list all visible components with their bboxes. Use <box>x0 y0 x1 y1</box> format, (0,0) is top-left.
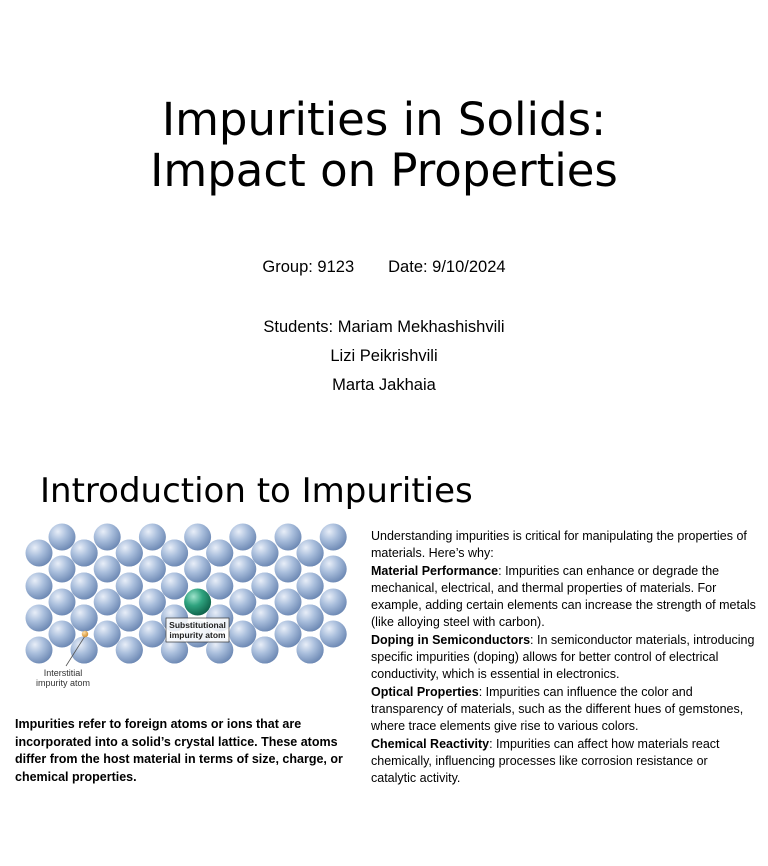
host-atom <box>116 605 143 632</box>
host-atom <box>275 524 302 551</box>
interstitial-atom <box>82 631 88 637</box>
host-atom <box>275 589 302 616</box>
impurities-definition: Impurities refer to foreign atoms or ions that are incorporated into a solid’s crystal lattice. These atoms differ from the host material in terms of size, charge, or chemical properties. <box>15 717 343 784</box>
host-atom <box>251 540 278 567</box>
host-atom <box>229 524 256 551</box>
students-block <box>0 313 768 400</box>
host-atom <box>26 637 53 664</box>
host-atom <box>320 589 347 616</box>
host-atom <box>71 637 98 664</box>
crystal-lattice-figure <box>20 520 354 692</box>
importance-text <box>371 528 756 787</box>
host-atom <box>71 540 98 567</box>
point-term: Optical Properties <box>371 684 479 699</box>
host-atom <box>26 540 53 567</box>
student-line-1: Students: Mariam Mekhashishvili <box>263 318 505 336</box>
point-text: : In semiconductor materials, introducing specific impurities (doping) allows for better control of electrical conductivity, which is essential in electronics. <box>371 632 755 682</box>
host-atom <box>229 621 256 648</box>
host-atoms <box>26 524 347 664</box>
host-atom <box>161 573 188 600</box>
host-atom <box>49 621 76 648</box>
host-atom <box>116 637 143 664</box>
host-atom <box>275 621 302 648</box>
host-atom <box>71 573 98 600</box>
host-atom <box>206 540 233 567</box>
point-optical <box>371 684 756 736</box>
point-material-performance <box>371 563 756 632</box>
substitutional-label-1: Substitutional <box>169 620 226 630</box>
student-line-2: Lizi Peikrishvili <box>330 347 438 365</box>
host-atom <box>229 556 256 583</box>
host-atom <box>206 573 233 600</box>
host-atom <box>251 573 278 600</box>
interstitial-label-1: Interstitial <box>43 668 83 678</box>
host-atom <box>139 556 166 583</box>
section-heading: Introduction to Impurities <box>40 471 473 511</box>
host-atom <box>297 605 324 632</box>
host-atom <box>251 605 278 632</box>
host-atom <box>139 621 166 648</box>
host-atom <box>94 589 121 616</box>
host-atom <box>94 524 121 551</box>
host-atom <box>116 540 143 567</box>
host-atom <box>49 524 76 551</box>
host-atom <box>297 540 324 567</box>
host-atom <box>71 605 98 632</box>
host-atom <box>251 637 278 664</box>
point-term: Material Performance <box>371 563 499 578</box>
host-atom <box>94 556 121 583</box>
host-atom <box>26 605 53 632</box>
host-atom <box>26 573 53 600</box>
substitutional-atom <box>184 589 211 616</box>
host-atom <box>184 556 211 583</box>
point-text: : Impurities can affect how materials react chemically, influencing processes like corrosion resistance or catalytic activity. <box>371 736 720 786</box>
title-line-2: Impact on Properties <box>150 144 618 197</box>
host-atom <box>49 556 76 583</box>
meta-line <box>0 256 768 278</box>
host-atom <box>184 524 211 551</box>
host-atom <box>320 524 347 551</box>
host-atom <box>275 556 302 583</box>
point-term: Chemical Reactivity <box>371 736 490 751</box>
point-text: : Impurities can influence the color and transparency of materials, such as the different hues of gemstones, where trace elements give rise to various colors. <box>371 684 744 734</box>
host-atom <box>161 540 188 567</box>
importance-lead: Understanding impurities is critical for manipulating the properties of materials. Here’s why: <box>371 529 747 561</box>
interstitial-label-2: impurity atom <box>35 678 91 688</box>
date-label: Date: 9/10/2024 <box>388 258 506 276</box>
substitutional-label-2: impurity atom <box>169 630 226 640</box>
host-atom <box>139 589 166 616</box>
title-line-1: Impurities in Solids: <box>161 93 607 146</box>
host-atom <box>229 589 256 616</box>
host-atom <box>297 637 324 664</box>
group-label: Group: 9123 <box>262 258 355 276</box>
point-chemical <box>371 736 756 788</box>
host-atom <box>116 573 143 600</box>
point-doping <box>371 632 756 684</box>
host-atom <box>94 621 121 648</box>
host-atom <box>320 621 347 648</box>
student-line-3: Marta Jakhaia <box>332 376 436 394</box>
host-atom <box>49 589 76 616</box>
point-text: : Impurities can enhance or degrade the mechanical, electrical, and thermal properties of materials. For example, adding certain elements can increase the strength of metals (like alloying steel with carbon). <box>371 563 756 630</box>
host-atom <box>297 573 324 600</box>
host-atom <box>320 556 347 583</box>
point-term: Doping in Semiconductors <box>371 632 531 647</box>
page-title <box>0 94 768 196</box>
host-atom <box>139 524 166 551</box>
